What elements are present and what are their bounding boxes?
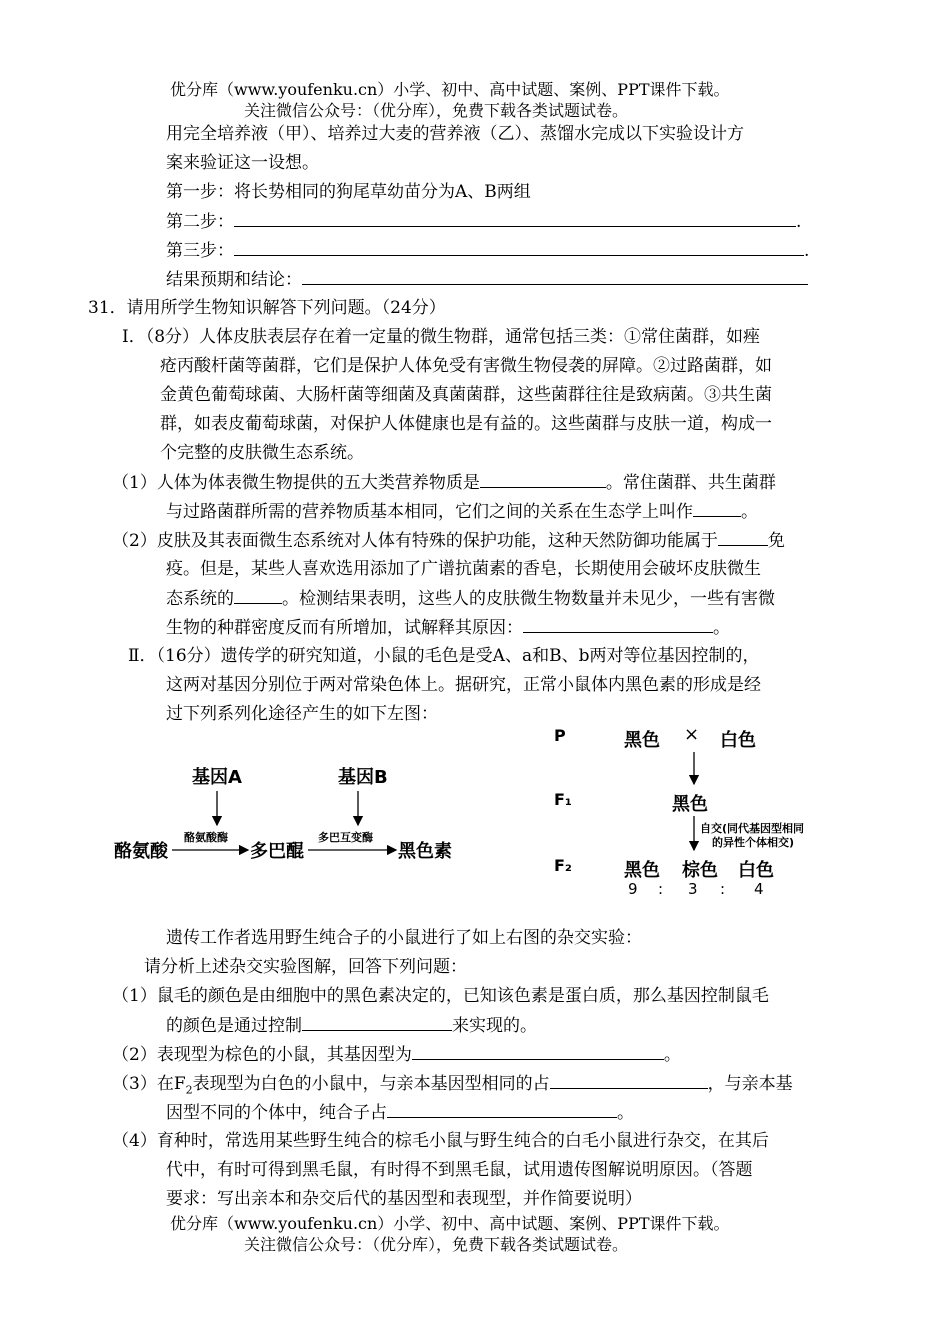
ratio-brown: 3 — [688, 880, 698, 898]
part-1-line-5: 个完整的皮肤微生态系统。 — [160, 443, 364, 463]
tyrosine-label: 酪氨酸 — [114, 841, 168, 862]
enzyme-1-label: 酪氨酸酶 — [184, 831, 228, 844]
footer-line-2: 关注微信公众号：（优分库），免费下载各类试题试卷。 — [244, 1235, 629, 1254]
parent-white: 白色 — [720, 730, 756, 751]
answer-blank — [550, 1071, 708, 1089]
f2-white: 白色 — [738, 860, 774, 881]
f1-phenotype: 黑色 — [672, 794, 708, 815]
qa-3-line-2: 因型不同的个体中，纯合子占 。 — [166, 1100, 634, 1125]
part-1-line-4: 群，如表皮葡萄球菌，对保护人体健康也是有益的。这些菌群与皮肤一道，构成一 — [160, 414, 772, 434]
cross-symbol: × — [684, 724, 700, 745]
part-1-line-2: 疮丙酸杆菌等菌群，它们是保护人体免受有害微生物侵袭的屏障。②过路菌群，如 — [160, 356, 772, 376]
sub-question-1-line-1: （1）人体为体表微生物提供的五大类营养物质是 。常住菌群、共生菌群 — [112, 470, 776, 495]
f2-brown: 棕色 — [682, 860, 718, 881]
intro-line-1: 用完全培养液（甲）、培养过大麦的营养液（乙）、蒸馏水完成以下实验设计方 — [166, 124, 744, 144]
gene-b-label: 基因B — [338, 767, 388, 788]
enzyme-2-label: 多巴互变酶 — [318, 831, 373, 844]
cross-diagram — [548, 722, 848, 902]
answer-blank — [718, 528, 768, 546]
qa-1-line-2: 的颜色是通过控制 来实现的。 — [166, 1013, 537, 1038]
f2-black: 黑色 — [624, 860, 660, 881]
answer-blank — [523, 615, 713, 633]
selfing-note-2: 的异性个体相交) — [712, 836, 795, 849]
intro-result: 结果预期和结论： — [166, 267, 808, 292]
answer-blank — [480, 470, 606, 488]
qa-4-line-3: 要求：写出亲本和杂交后代的基因型和表现型，并作简要说明） — [166, 1189, 642, 1209]
answer-blank — [302, 267, 808, 285]
part-2-line-1: Ⅱ．（16分）遗传学的研究知道，小鼠的毛色是受A、a和B、b两对等位基因控制的， — [128, 646, 760, 666]
answer-blank — [693, 499, 741, 517]
question-31-title: 31．请用所学生物知识解答下列问题。（24分） — [88, 298, 446, 318]
ratio-colon: : — [720, 880, 726, 898]
answer-blank — [234, 238, 804, 256]
sub-question-2-line-3: 态系统的 。检测结果表明，这些人的皮肤微生物数量并未见少，一些有害微 — [166, 586, 775, 611]
f1-label: F₁ — [554, 790, 572, 809]
qa-3-line-1: （3）在$F_2$表现型为白色的小鼠中，与亲本基因型相同的占 ，与亲本基 — [112, 1071, 793, 1102]
melanin-pathway-diagram — [110, 755, 470, 875]
part-1-line-1: I．（8分）人体皮肤表层存在着一定量的微生物群，通常包括三类：①常住菌群，如痤 — [122, 327, 761, 347]
ratio-colon: : — [658, 880, 664, 898]
selfing-note-1: 自交(同代基因型相同 — [700, 822, 805, 835]
intro-line-2: 案来验证这一设想。 — [166, 153, 319, 173]
sub-question-2-line-2: 疫。但是，某些人喜欢选用添加了广谱抗菌素的香皂，长期使用会破坏皮肤微生 — [166, 559, 761, 579]
p-label: P — [554, 726, 566, 745]
answer-blank — [234, 209, 796, 227]
intro-step-3: 第三步： . — [166, 238, 809, 263]
sub-question-2-line-4: 生物的种群密度反而有所增加，试解释其原因： 。 — [166, 615, 730, 640]
f2-label: F₂ — [554, 856, 572, 875]
qa-4-line-2: 代中，有时可得到黑毛鼠，有时得不到黑毛鼠，试用遗传图解说明原因。（答题 — [166, 1160, 753, 1180]
ratio-black: 9 — [628, 880, 638, 898]
part-2-line-2: 这两对基因分别位于两对常染色体上。据研究，正常小鼠体内黑色素的形成是经 — [166, 675, 761, 695]
footer-line-1: 优分库（www.youfenku.cn）小学、初中、高中试题、案例、PPT课件下载。 — [170, 1214, 730, 1233]
after-diagram-line-2: 请分析上述杂交实验图解，回答下列问题： — [144, 957, 467, 977]
answer-blank — [302, 1013, 452, 1031]
gene-a-label: 基因A — [192, 767, 242, 788]
qa-4-line-1: （4）育种时，常选用某些野生纯合的棕毛小鼠与野生纯合的白毛小鼠进行杂交，在其后 — [112, 1131, 769, 1151]
header-line-2: 关注微信公众号：（优分库），免费下载各类试题试卷。 — [244, 101, 629, 120]
answer-blank — [387, 1100, 617, 1118]
intro-step-1: 第一步：将长势相同的狗尾草幼苗分为A、B两组 — [166, 182, 531, 202]
answer-blank — [412, 1042, 664, 1060]
after-diagram-line-1: 遗传工作者选用野生纯合子的小鼠进行了如上右图的杂交实验： — [166, 928, 642, 948]
part-1-line-3: 金黄色葡萄球菌、大肠杆菌等细菌及真菌菌群，这些菌群往往是致病菌。③共生菌 — [160, 385, 772, 405]
part-2-line-3: 过下列系列化途径产生的如下左图： — [166, 704, 438, 724]
dopaquinone-label: 多巴醌 — [250, 841, 304, 862]
sub-question-2-line-1: （2）皮肤及其表面微生态系统对人体有特殊的保护功能，这种天然防御功能属于 免 — [112, 528, 785, 553]
ratio-white: 4 — [754, 880, 764, 898]
parent-black: 黑色 — [624, 730, 660, 751]
melanin-label: 黑色素 — [398, 841, 452, 862]
sub-question-1-line-2: 与过路菌群所需的营养物质基本相同，它们之间的关系在生态学上叫作 。 — [166, 499, 758, 524]
header-line-1: 优分库（www.youfenku.cn）小学、初中、高中试题、案例、PPT课件下载。 — [170, 80, 730, 99]
intro-step-2: 第二步： . — [166, 209, 801, 234]
answer-blank — [234, 586, 282, 604]
qa-2: （2）表现型为棕色的小鼠，其基因型为 。 — [112, 1042, 681, 1067]
qa-1-line-1: （1）鼠毛的颜色是由细胞中的黑色素决定的，已知该色素是蛋白质，那么基因控制鼠毛 — [112, 986, 769, 1006]
